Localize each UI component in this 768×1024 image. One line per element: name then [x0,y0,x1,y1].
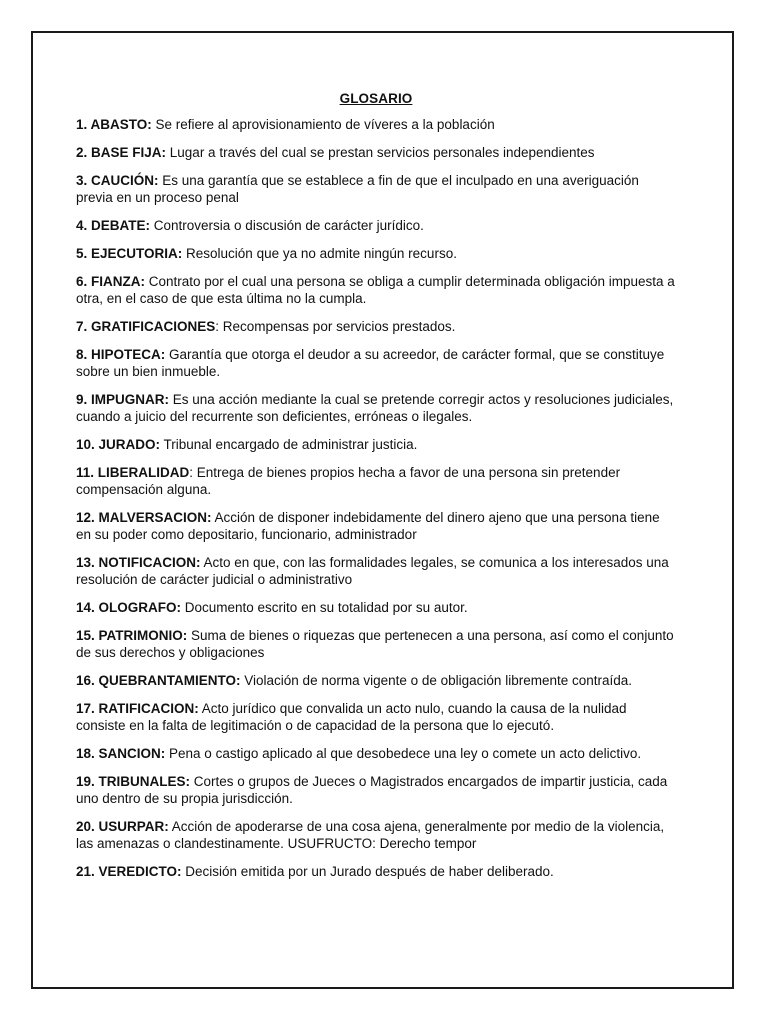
glossary-entry [76,509,676,543]
entry-term: 20. USURPAR: [76,819,169,834]
entry-definition: Suma de bienes o riquezas que pertenecen a una persona, así como el conjunto de sus derechos y obligaciones [76,628,674,660]
entry-definition: Violación de norma vigente o de obligación libremente contraída. [240,673,633,688]
entry-term: 17. RATIFICACION: [76,701,199,716]
entry-definition: Acto en que, con las formalidades legales, se comunica a los interesados una resolución de carácter judicial o administrativo [76,555,669,587]
glossary-entry [76,273,676,307]
entry-definition: Acción de apoderarse de una cosa ajena, generalmente por medio de la violencia, las amenazas o clandestinamente. USUFRUCTO: Derecho tempor [76,819,665,851]
entry-term: 13. NOTIFICACION: [76,555,201,570]
entry-term: 7. GRATIFICACIONES [76,319,216,334]
entry-definition: Cortes o grupos de Jueces o Magistrados encargados de impartir justicia, cada uno dentro de su propia jurisdicción. [76,774,668,806]
glossary-entry [76,745,676,762]
entry-term: 19. TRIBUNALES: [76,774,191,789]
entry-definition: Pena o castigo aplicado al que desobedece una ley o comete un acto delictivo. [165,746,642,761]
entry-definition: Es una garantía que se establece a fin de que el inculpado en una averiguación previa en un proceso penal [76,173,639,205]
entry-definition: Controversia o discusión de carácter jurídico. [150,218,424,233]
entry-term: 10. JURADO: [76,437,161,452]
entry-term: 2. BASE FIJA: [76,145,167,160]
glossary-entry [76,672,676,689]
entry-term: 15. PATRIMONIO: [76,628,188,643]
glossary-entry [76,245,676,262]
glossary-entry [76,116,676,133]
page-title: GLOSARIO [339,91,413,106]
entry-term: 21. VEREDICTO: [76,864,182,879]
entry-definition: Tribunal encargado de administrar justicia. [160,437,418,452]
glossary-entry [76,700,676,734]
entry-definition: : Entrega de bienes propios hecha a favor de una persona sin pretender compensación alguna. [76,465,621,497]
entry-definition: : Recompensas por servicios prestados. [215,319,456,334]
glossary-entry [76,554,676,588]
glossary-entry [76,627,676,661]
entry-term: 14. OLOGRAFO: [76,600,182,615]
glossary-entry [76,436,676,453]
entry-definition: Garantía que otorga el deudor a su acreedor, de carácter formal, que se constituye sobre un bien inmueble. [76,347,665,379]
entry-definition: Se refiere al aprovisionamiento de víveres a la población [151,117,495,132]
glossary-entry [76,863,676,880]
entry-definition: Es una acción mediante la cual se pretende corregir actos y resoluciones judiciales, cuando a juicio del recurrente son deficientes, erróneas o ilegales. [76,392,674,424]
glossary-entry [76,217,676,234]
entry-term: 12. MALVERSACION: [76,510,212,525]
entry-term: 4. DEBATE: [76,218,151,233]
entry-definition: Acción de disponer indebidamente del dinero ajeno que una persona tiene en su poder como depositario, funcionario, administrador [76,510,660,542]
entry-term: 18. SANCION: [76,746,166,761]
glossary-entry [76,599,676,616]
glossary-entry [76,464,676,498]
entry-term: 1. ABASTO: [76,117,152,132]
glossary-entry [76,818,676,852]
glossary-entry [76,773,676,807]
entry-definition: Lugar a través del cual se prestan servicios personales independientes [166,145,595,160]
entry-definition: Contrato por el cual una persona se obliga a cumplir determinada obligación impuesta a otra, en el caso de que esta última no la cumpla. [76,274,675,306]
glossary-entry [76,172,676,206]
entry-definition: Acto jurídico que convalida un acto nulo, cuando la causa de la nulidad consiste en la falta de legitimación o de capacidad de la persona que lo ejecutó. [76,701,627,733]
entry-term: 11. LIBERALIDAD [76,465,190,480]
entry-term: 6. FIANZA: [76,274,145,289]
entry-definition: Documento escrito en su totalidad por su autor. [181,600,468,615]
entry-term: 9. IMPUGNAR: [76,392,170,407]
entry-definition: Resolución que ya no admite ningún recurso. [182,246,457,261]
glossary-entry [76,391,676,425]
glossary-entry [76,144,676,161]
entry-term: 8. HIPOTECA: [76,347,166,362]
glossary-entry [76,346,676,380]
entry-term: 16. QUEBRANTAMIENTO: [76,673,241,688]
glossary-entry [76,318,676,335]
entry-term: 3. CAUCIÓN: [76,173,159,188]
entry-definition: Decisión emitida por un Jurado después de haber deliberado. [181,864,554,879]
document-body [76,90,676,891]
entry-term: 5. EJECUTORIA: [76,246,183,261]
